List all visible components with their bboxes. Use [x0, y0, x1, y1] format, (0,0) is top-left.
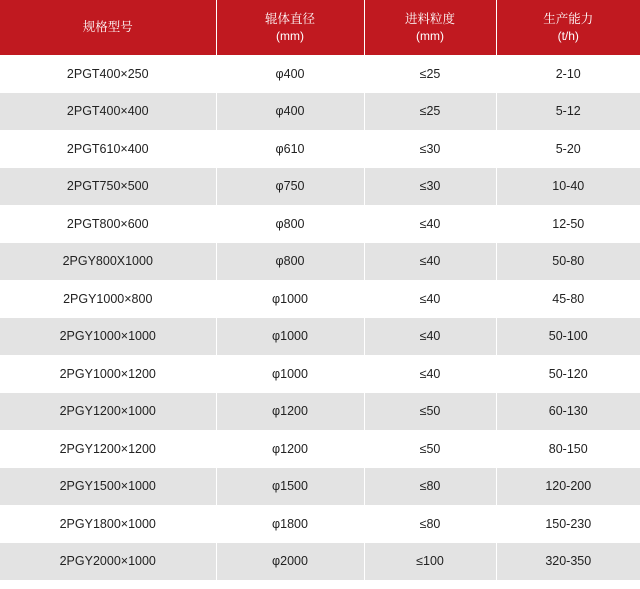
header-title: 生产能力 — [543, 11, 594, 26]
cell-feed-size: ≤30 — [364, 168, 496, 206]
table-row — [0, 393, 640, 431]
cell-roller-diameter: φ1800 — [216, 505, 364, 543]
cell-capacity: 50-80 — [496, 243, 640, 281]
cell-capacity: 80-150 — [496, 430, 640, 468]
cell-feed-size: ≤80 — [364, 468, 496, 506]
cell-model: 2PGT400×250 — [0, 55, 216, 93]
cell-capacity: 50-120 — [496, 355, 640, 393]
cell-roller-diameter: φ1000 — [216, 318, 364, 356]
header-unit: (mm) — [276, 28, 304, 43]
cell-capacity: 5-12 — [496, 93, 640, 131]
cell-model: 2PGY1200×1000 — [0, 393, 216, 431]
cell-feed-size: ≤40 — [364, 205, 496, 243]
table-row — [0, 468, 640, 506]
cell-capacity: 12-50 — [496, 205, 640, 243]
table-row — [0, 168, 640, 206]
column-header-model — [0, 0, 216, 55]
cell-roller-diameter: φ1500 — [216, 468, 364, 506]
cell-roller-diameter: φ750 — [216, 168, 364, 206]
column-header-feed-size — [364, 0, 496, 55]
cell-model: 2PGT750×500 — [0, 168, 216, 206]
table-row — [0, 543, 640, 581]
cell-model: 2PGY800X1000 — [0, 243, 216, 281]
cell-capacity: 120-200 — [496, 468, 640, 506]
cell-roller-diameter: φ1200 — [216, 430, 364, 468]
cell-roller-diameter: φ800 — [216, 243, 364, 281]
cell-feed-size: ≤25 — [364, 55, 496, 93]
cell-capacity: 50-100 — [496, 318, 640, 356]
table-row — [0, 205, 640, 243]
header-title: 规格型号 — [82, 20, 133, 35]
cell-feed-size: ≤50 — [364, 430, 496, 468]
cell-feed-size: ≤50 — [364, 393, 496, 431]
cell-model: 2PGY1500×1000 — [0, 468, 216, 506]
table-row — [0, 93, 640, 131]
cell-feed-size: ≤40 — [364, 355, 496, 393]
cell-roller-diameter: φ400 — [216, 93, 364, 131]
cell-roller-diameter: φ610 — [216, 130, 364, 168]
cell-feed-size: ≤40 — [364, 318, 496, 356]
cell-feed-size: ≤30 — [364, 130, 496, 168]
cell-model: 2PGT800×600 — [0, 205, 216, 243]
cell-roller-diameter: φ2000 — [216, 543, 364, 581]
cell-model: 2PGY2000×1000 — [0, 543, 216, 581]
cell-roller-diameter: φ1200 — [216, 393, 364, 431]
column-header-capacity — [496, 0, 640, 55]
table-row — [0, 355, 640, 393]
cell-feed-size: ≤80 — [364, 505, 496, 543]
cell-capacity: 5-20 — [496, 130, 640, 168]
cell-capacity: 10-40 — [496, 168, 640, 206]
table-row — [0, 505, 640, 543]
cell-roller-diameter: φ1000 — [216, 280, 364, 318]
cell-roller-diameter: φ800 — [216, 205, 364, 243]
cell-model: 2PGY1000×800 — [0, 280, 216, 318]
table-row — [0, 430, 640, 468]
table-row — [0, 130, 640, 168]
header-title: 进料粒度 — [404, 11, 455, 26]
cell-capacity: 45-80 — [496, 280, 640, 318]
cell-capacity: 2-10 — [496, 55, 640, 93]
cell-feed-size: ≤100 — [364, 543, 496, 581]
cell-capacity: 60-130 — [496, 393, 640, 431]
column-header-roller-diameter — [216, 0, 364, 55]
cell-model: 2PGT400×400 — [0, 93, 216, 131]
header-unit: (t/h) — [557, 28, 579, 43]
cell-feed-size: ≤40 — [364, 243, 496, 281]
cell-model: 2PGY1000×1000 — [0, 318, 216, 356]
header-unit: (mm) — [416, 28, 444, 43]
cell-model: 2PGY1000×1200 — [0, 355, 216, 393]
table-body — [0, 55, 640, 580]
cell-model: 2PGT610×400 — [0, 130, 216, 168]
cell-capacity: 320-350 — [496, 543, 640, 581]
cell-feed-size: ≤40 — [364, 280, 496, 318]
cell-capacity: 150-230 — [496, 505, 640, 543]
cell-feed-size: ≤25 — [364, 93, 496, 131]
table-row — [0, 280, 640, 318]
header-row — [0, 0, 640, 55]
cell-model: 2PGY1800×1000 — [0, 505, 216, 543]
cell-roller-diameter: φ400 — [216, 55, 364, 93]
cell-model: 2PGY1200×1200 — [0, 430, 216, 468]
table-row — [0, 55, 640, 93]
cell-roller-diameter: φ1000 — [216, 355, 364, 393]
table-header — [0, 0, 640, 55]
table-row — [0, 318, 640, 356]
header-title: 辊体直径 — [264, 11, 315, 26]
table-row — [0, 243, 640, 281]
